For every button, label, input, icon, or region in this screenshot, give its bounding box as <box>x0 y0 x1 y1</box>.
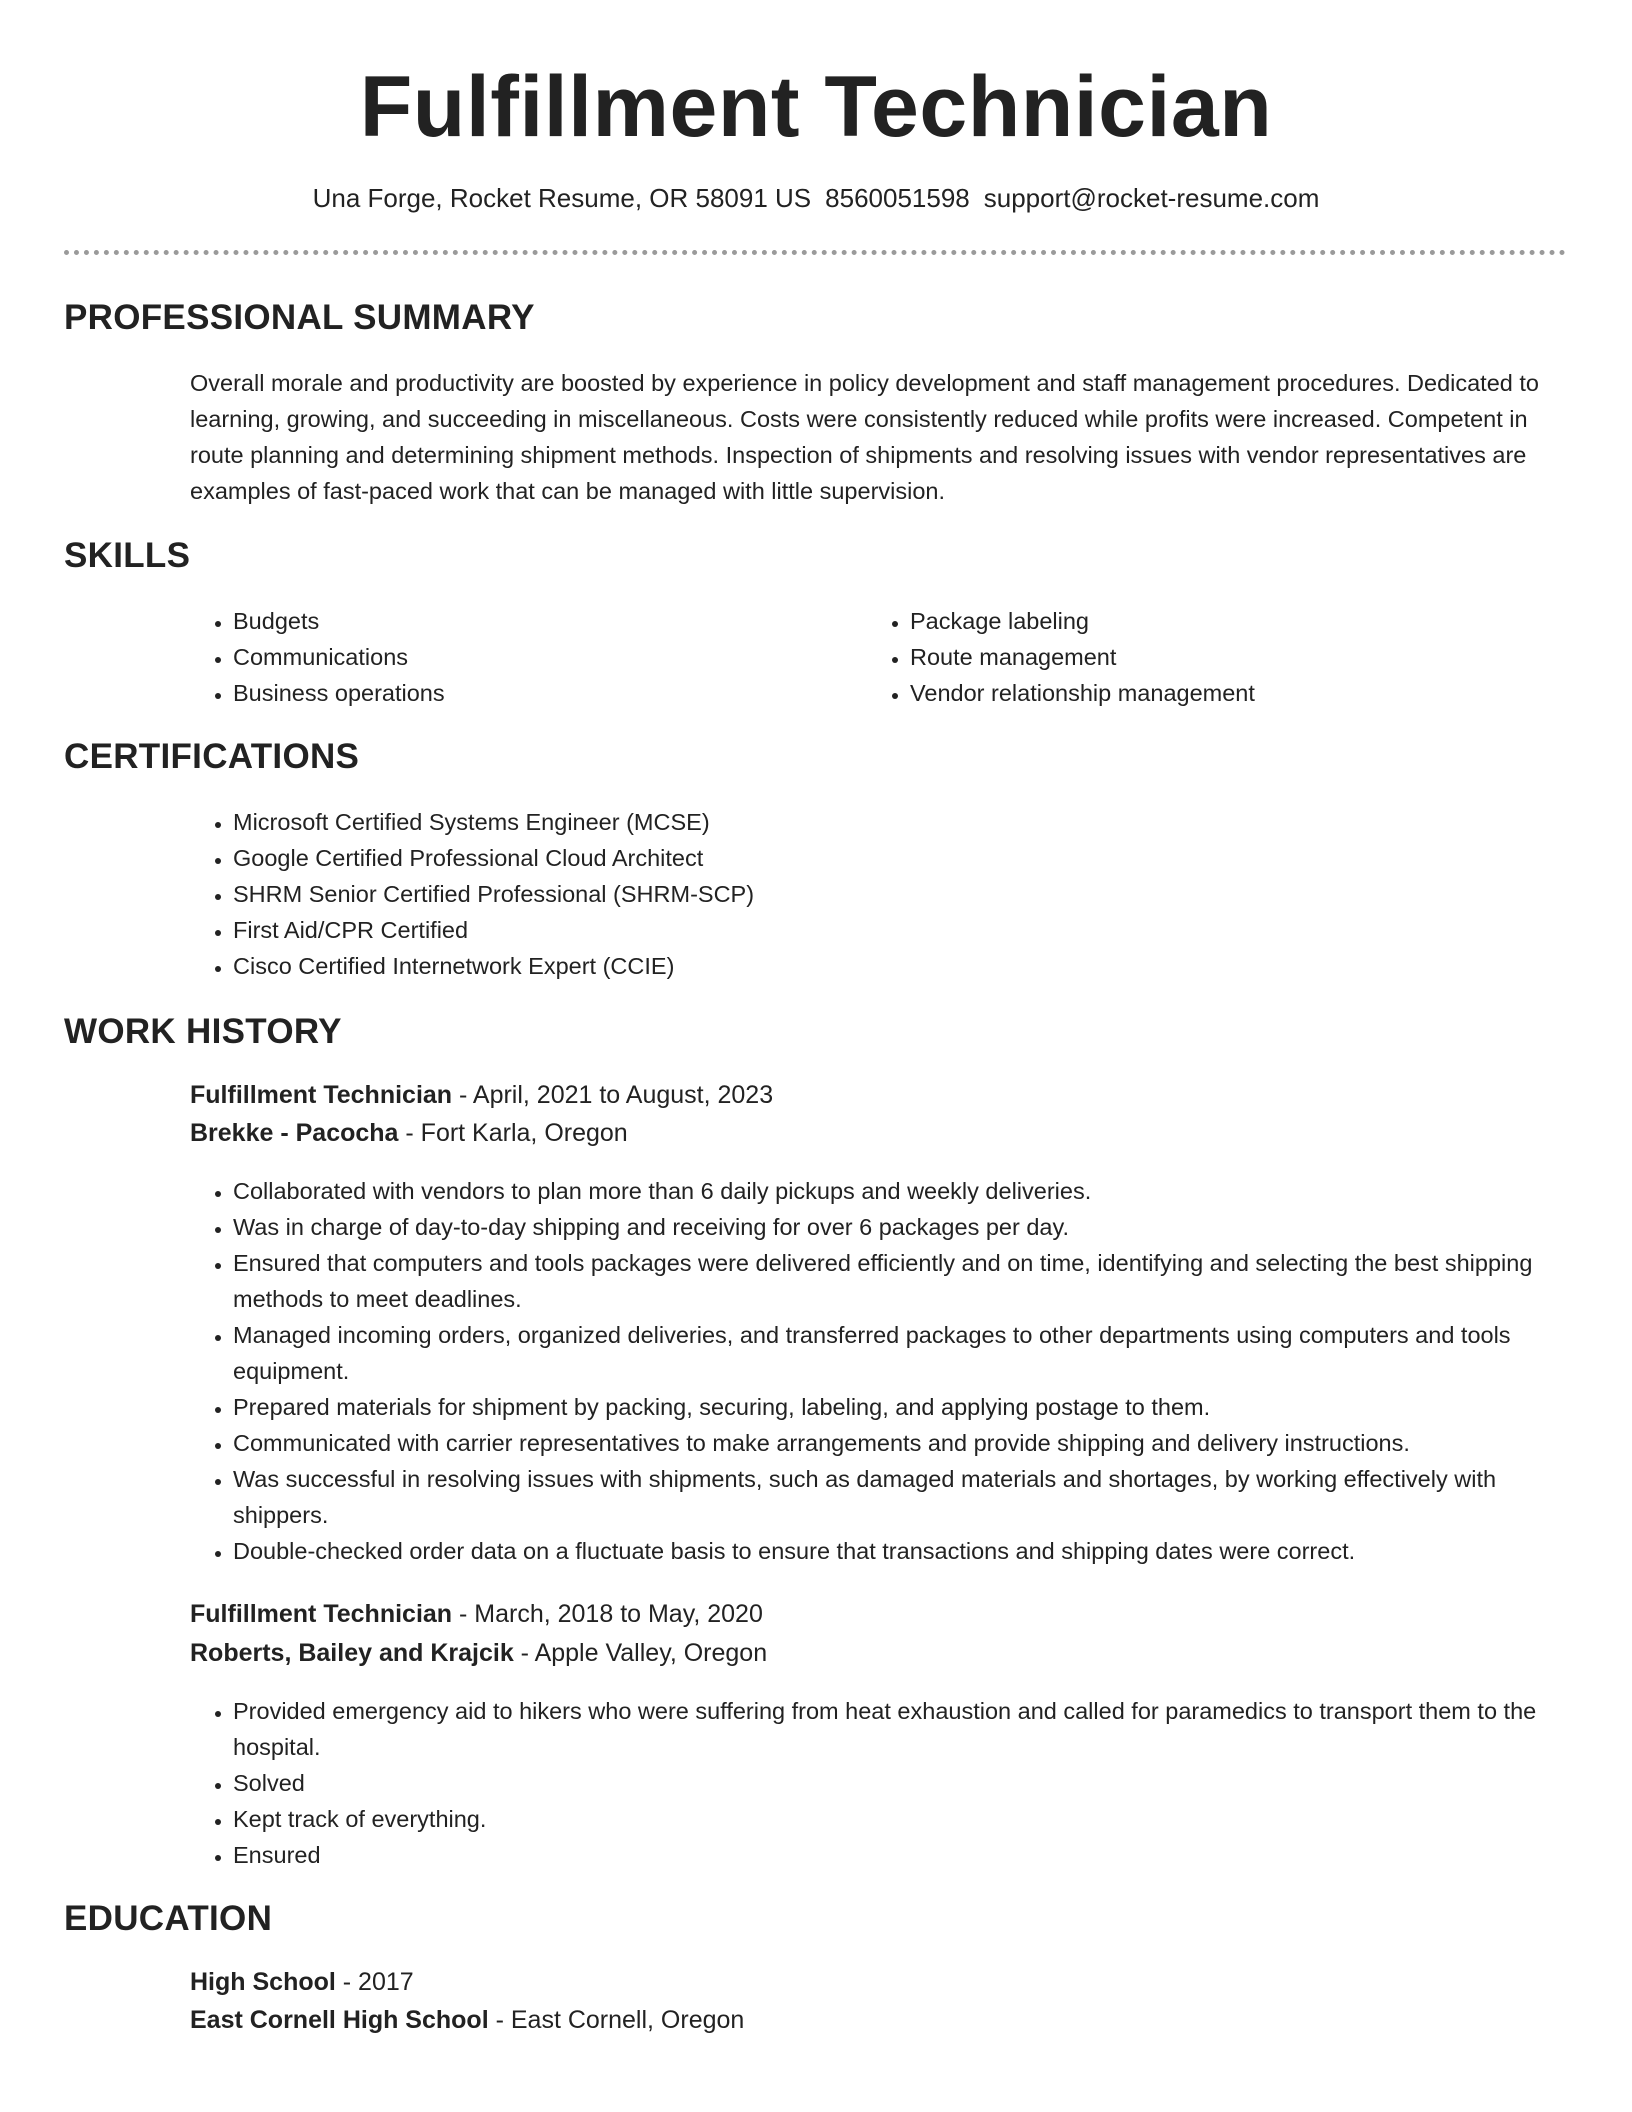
education-location: - East Cornell, Oregon <box>488 2006 745 2034</box>
contact-address: Una Forge, Rocket Resume, OR 58091 US <box>312 183 812 213</box>
education-school-line <box>190 2000 744 2040</box>
job-bullet: • Communicated with carrier representatives to make arrangements and provide shipping and delivery instructions. <box>233 1425 1595 1461</box>
skill-item: • Vendor relationship management <box>910 675 1590 711</box>
skills-heading: SKILLS <box>64 536 191 575</box>
job-1-dates: - April, 2021 to August, 2023 <box>452 1081 774 1109</box>
resume-name: Fulfillment Technician <box>359 59 1273 155</box>
job-1-company-line <box>190 1113 628 1153</box>
job-1-bullets <box>190 1173 1595 1569</box>
header-divider <box>64 250 1566 255</box>
job-bullet: • Managed incoming orders, organized deliveries, and transferred packages to other departments using computers and tools equipment. <box>233 1317 1595 1389</box>
skill-item: • Business operations <box>233 675 833 711</box>
education-degree-line <box>190 1962 414 2002</box>
job-bullet: • Kept track of everything. <box>233 1801 1595 1837</box>
job-2-title-line <box>190 1594 763 1634</box>
job-bullet: • Collaborated with vendors to plan more than 6 daily pickups and weekly deliveries. <box>233 1173 1595 1209</box>
skill-item: • Route management <box>910 639 1590 675</box>
job-2-location: - Apple Valley, Oregon <box>513 1639 768 1667</box>
summary-heading: PROFESSIONAL SUMMARY <box>64 298 535 337</box>
skill-item: • Budgets <box>233 603 833 639</box>
job-bullet: • Double-checked order data on a fluctuate basis to ensure that transactions and shipping dates were correct. <box>233 1533 1595 1569</box>
certification-item: • Cisco Certified Internetwork Expert (CCIE) <box>233 948 1593 984</box>
contact-line <box>0 180 1632 216</box>
job-bullet: • Prepared materials for shipment by packing, securing, labeling, and applying postage to them. <box>233 1389 1595 1425</box>
job-bullet: • Was successful in resolving issues with shipments, such as damaged materials and shortages, by working effectively with shippers. <box>233 1461 1595 1533</box>
certification-item: • SHRM Senior Certified Professional (SHRM-SCP) <box>233 876 1593 912</box>
certification-item: • First Aid/CPR Certified <box>233 912 1593 948</box>
certifications-list <box>190 804 1593 984</box>
job-1-title-line <box>190 1075 773 1115</box>
certification-item: • Google Certified Professional Cloud Architect <box>233 840 1593 876</box>
job-2-company-line <box>190 1633 767 1673</box>
education-degree: High School <box>190 1968 336 1996</box>
contact-email: support@rocket-resume.com <box>983 183 1320 213</box>
skills-list-left <box>190 603 833 711</box>
certifications-heading: CERTIFICATIONS <box>64 737 360 776</box>
skills-list-right <box>867 603 1590 711</box>
job-2-role: Fulfillment Technician <box>190 1600 453 1628</box>
certification-item: • Microsoft Certified Systems Engineer (MCSE) <box>233 804 1593 840</box>
summary-text: Overall morale and productivity are boosted by experience in policy development and staff management procedures. Dedicated to learning, growing, and succeeding in miscellaneous. Costs were consistently reduced while profits were increased. Competent in route planning and determining shipment methods. Inspection of shipments and resolving issues with vendor representatives are examples of fast-paced work that can be managed with little supervision. <box>190 370 1539 504</box>
education-school: East Cornell High School <box>190 2006 489 2034</box>
job-1-company: Brekke - Pacocha <box>190 1119 399 1147</box>
skill-item: • Package labeling <box>910 603 1590 639</box>
job-2-dates: - March, 2018 to May, 2020 <box>452 1600 763 1628</box>
job-1-role: Fulfillment Technician <box>190 1081 453 1109</box>
education-year: - 2017 <box>335 1968 414 1996</box>
contact-phone: 8560051598 <box>825 183 970 213</box>
work-history-heading: WORK HISTORY <box>64 1012 342 1051</box>
job-2-company: Roberts, Bailey and Krajcik <box>190 1639 514 1667</box>
job-1-location: - Fort Karla, Oregon <box>398 1119 628 1147</box>
job-bullet: • Solved <box>233 1765 1595 1801</box>
skill-item: • Communications <box>233 639 833 675</box>
job-bullet: • Was in charge of day-to-day shipping and receiving for over 6 packages per day. <box>233 1209 1595 1245</box>
job-bullet: • Ensured that computers and tools packages were delivered efficiently and on time, identifying and selecting the best shipping methods to meet deadlines. <box>233 1245 1595 1317</box>
job-bullet: • Ensured <box>233 1837 1595 1873</box>
job-2-bullets <box>190 1693 1595 1873</box>
education-heading: EDUCATION <box>64 1899 273 1938</box>
job-bullet: • Provided emergency aid to hikers who were suffering from heat exhaustion and called for paramedics to transport them to the hospital. <box>233 1693 1595 1765</box>
